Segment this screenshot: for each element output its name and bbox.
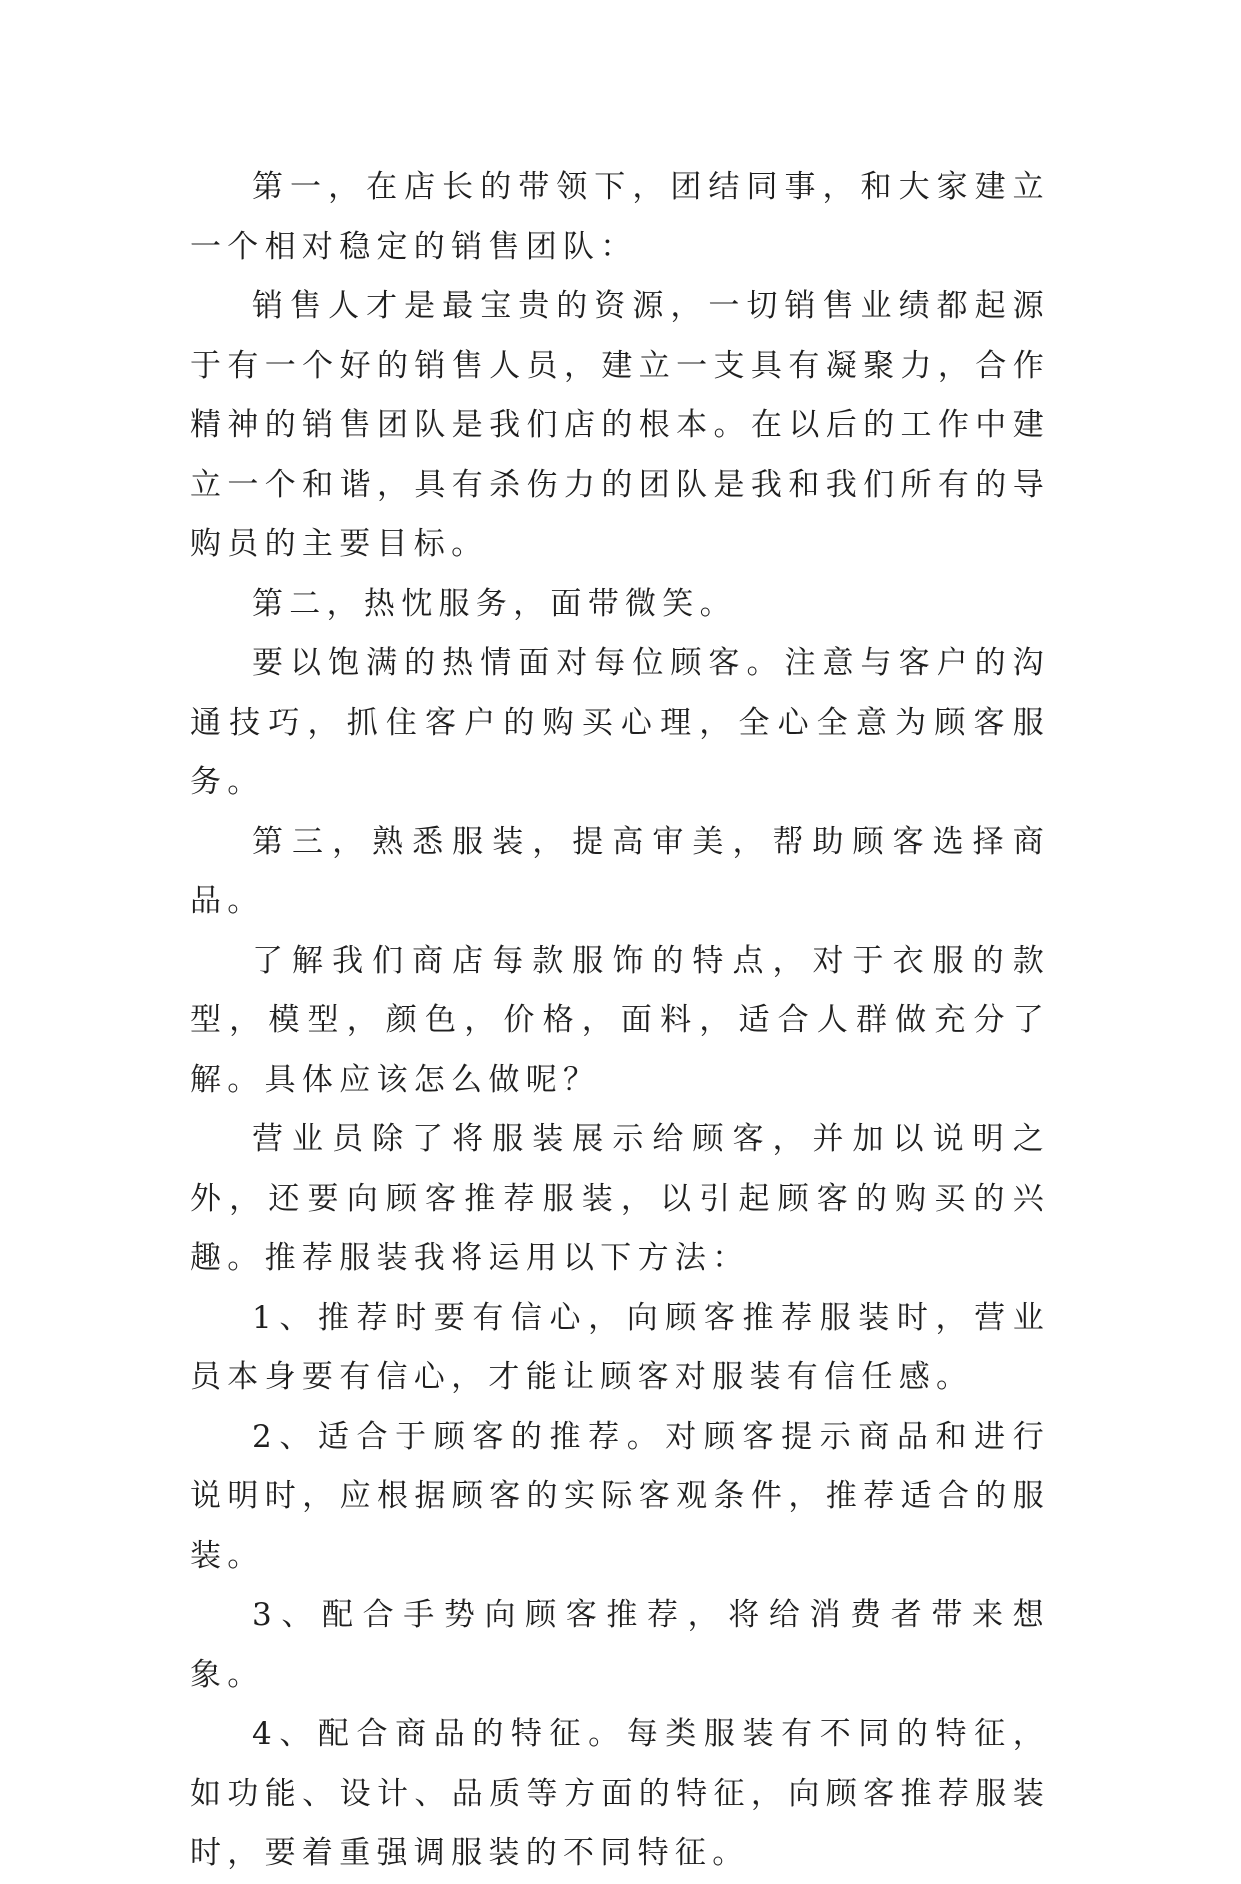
paragraph: 了解我们商店每款服饰的特点，对于衣服的款型，模型，颜色，价格，面料，适合人群做充分了解。具体应该怎么做呢？: [190, 942, 1050, 1098]
paragraph: 第一，在店长的带领下，团结同事，和大家建立一个相对稳定的销售团队：: [190, 169, 1050, 265]
paragraph: 营业员除了将服装展示给顾客，并加以说明之外，还要向顾客推荐服装，以引起顾客的购买的兴趣。推荐服装我将运用以下方法：: [190, 1121, 1050, 1276]
paragraph: 4、配合商品的特征。每类服装有不同的特征，如功能、设计、品质等方面的特征，向顾客推荐服装时，要着重强调服装的不同特征。: [190, 1716, 1050, 1871]
paragraph: 3、配合手势向顾客推荐，将给消费者带来想象。: [190, 1597, 1050, 1693]
paragraph: 第三，熟悉服装，提高审美，帮助顾客选择商品。: [190, 823, 1050, 919]
paragraph: 2、适合于顾客的推荐。对顾客提示商品和进行说明时，应根据顾客的实际客观条件，推荐适合的服装。: [190, 1418, 1050, 1574]
paragraph: 第二，热忱服务，面带微笑。: [252, 585, 737, 622]
document-body: [190, 158, 1050, 1884]
paragraph: 要以饱满的热情面对每位顾客。注意与客户的沟通技巧，抓住客户的购买心理，全心全意为顾客服务。: [190, 645, 1050, 800]
paragraph: 1、推荐时要有信心，向顾客推荐服装时，营业员本身要有信心，才能让顾客对服装有信任感。: [190, 1299, 1050, 1395]
paragraph: 销售人才是最宝贵的资源，一切销售业绩都起源于有一个好的销售人员，建立一支具有凝聚力，合作精神的销售团队是我们店的根本。在以后的工作中建立一个和谐，具有杀伤力的团队是我和我们所有的导购员的主要目标。: [190, 288, 1050, 562]
